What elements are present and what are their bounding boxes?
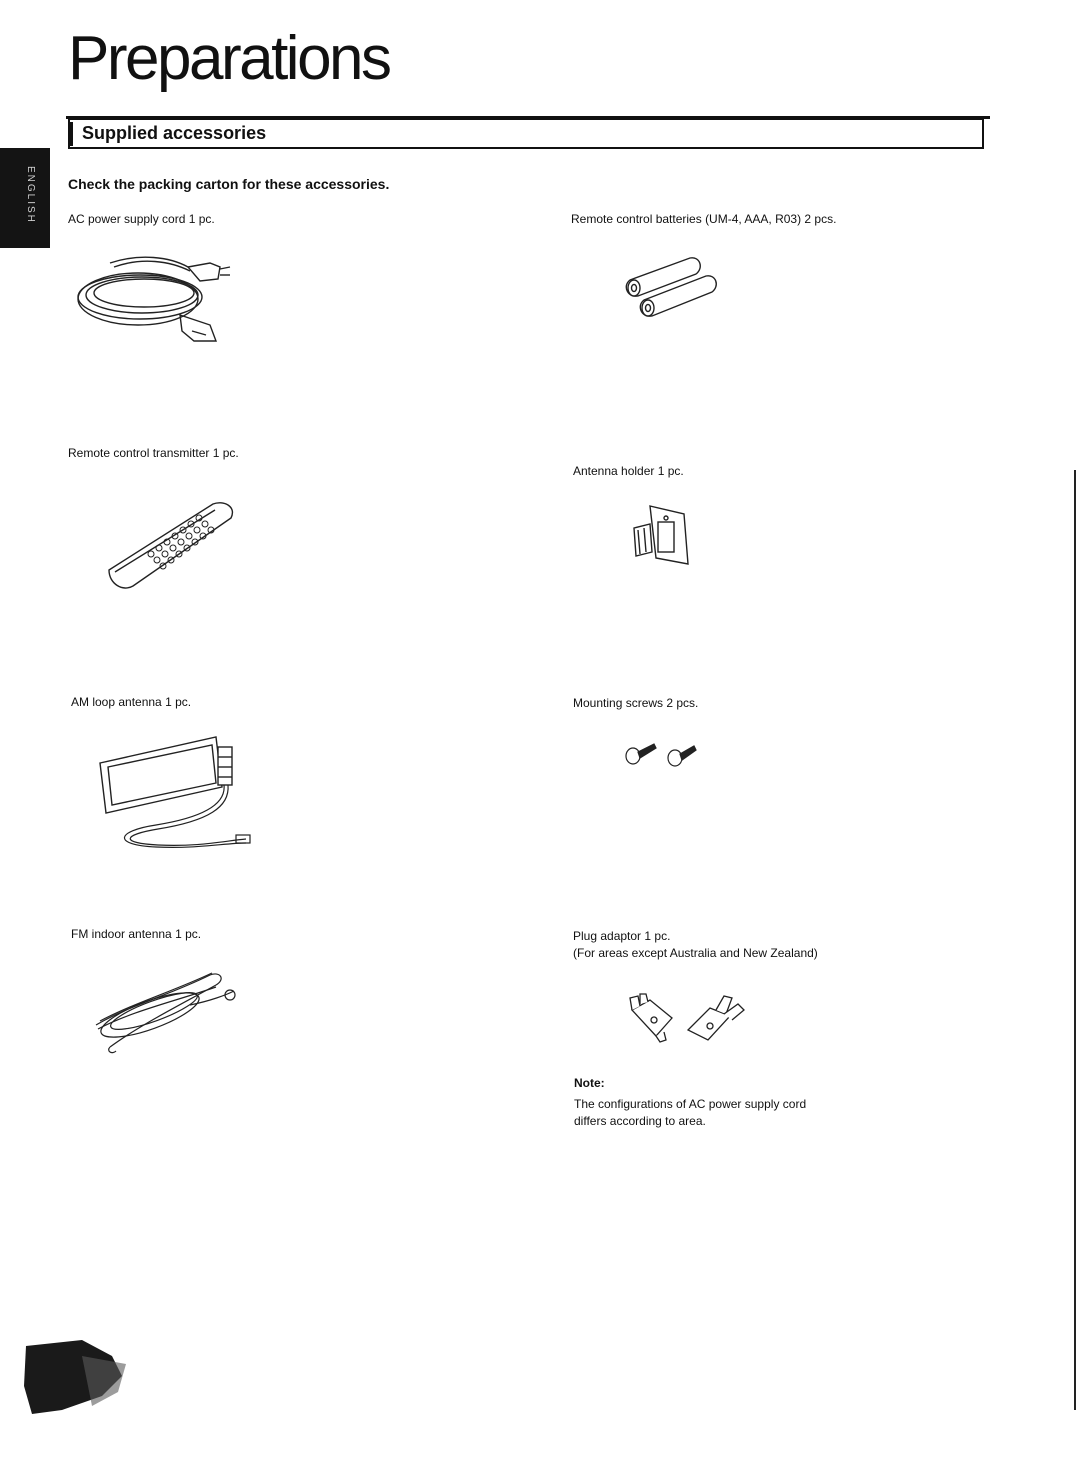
antenna-holder-icon xyxy=(628,500,694,568)
language-side-tab xyxy=(0,148,50,248)
item-screws-label: Mounting screws 2 pcs. xyxy=(573,696,699,710)
remote-icon xyxy=(103,496,243,596)
item-ac-cord-label: AC power supply cord 1 pc. xyxy=(68,212,215,226)
plug-adaptor-icon xyxy=(626,990,752,1046)
ac-cord-icon xyxy=(70,245,240,345)
note-line-1: The configurations of AC power supply cord xyxy=(574,1097,807,1111)
language-side-tab-label: ENGLISH xyxy=(25,166,36,224)
item-batteries-label: Remote control batteries (UM-4, AAA, R03) 2 pcs. xyxy=(571,212,837,226)
item-remote-label: Remote control transmitter 1 pc. xyxy=(68,446,239,460)
item-plug-adaptor-note: (For areas except Australia and New Zealand) xyxy=(573,946,818,960)
scan-smudge xyxy=(22,1336,132,1416)
item-fm-antenna-label: FM indoor antenna 1 pc. xyxy=(71,927,202,941)
item-am-antenna-label: AM loop antenna 1 pc. xyxy=(71,695,192,709)
fm-antenna-icon xyxy=(90,965,240,1055)
am-loop-antenna-icon xyxy=(96,733,256,858)
item-antenna-holder-label: Antenna holder 1 pc. xyxy=(573,464,684,478)
screw-icon xyxy=(624,740,704,770)
checklist-subheading: Check the packing carton for these accessories. xyxy=(68,176,390,192)
page-edge-rule xyxy=(1074,470,1076,1410)
page-title: Preparations xyxy=(68,24,390,93)
section-title: Supplied accessories xyxy=(82,123,267,143)
item-plug-adaptor-label: Plug adaptor 1 pc. xyxy=(573,929,671,943)
note-line-2: differs according to area. xyxy=(574,1114,706,1128)
battery-icon xyxy=(620,252,730,322)
section-header-marker xyxy=(70,122,73,146)
note-title: Note: xyxy=(574,1076,605,1090)
